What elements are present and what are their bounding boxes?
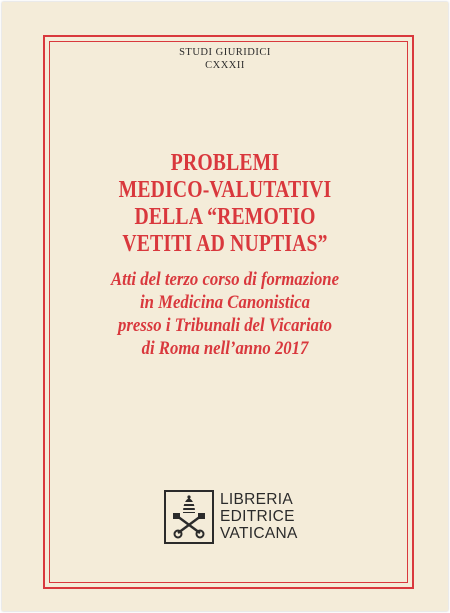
subtitle-line: Atti del terzo corso di formazione	[110, 269, 340, 290]
publisher-line: EDITRICE	[220, 508, 295, 525]
emblem-box	[164, 490, 214, 544]
publisher-logo	[164, 490, 324, 546]
title-line: DELLA “REMOTIO	[134, 204, 316, 230]
book-title	[2, 150, 448, 258]
subtitle-line: di Roma nell’anno 2017	[141, 338, 309, 359]
series-name: STUDI GIURIDICI	[179, 47, 271, 58]
subtitle-line: in Medicina Canonistica	[139, 292, 311, 313]
publisher-name	[220, 491, 298, 542]
title-line: PROBLEMI	[170, 150, 280, 176]
subtitle-line: presso i Tribunali del Vicariato	[117, 315, 332, 336]
publisher-line: LIBRERIA	[220, 491, 294, 508]
title-line: MEDICO-VALUTATIVI	[118, 177, 332, 203]
publisher-line: VATICANA	[220, 525, 298, 542]
papal-keys-tiara-icon	[169, 495, 209, 539]
title-line: VETITI AD NUPTIAS”	[122, 231, 328, 257]
book-subtitle	[2, 268, 448, 360]
book-cover	[2, 2, 448, 611]
series-number: CXXXII	[205, 60, 245, 71]
